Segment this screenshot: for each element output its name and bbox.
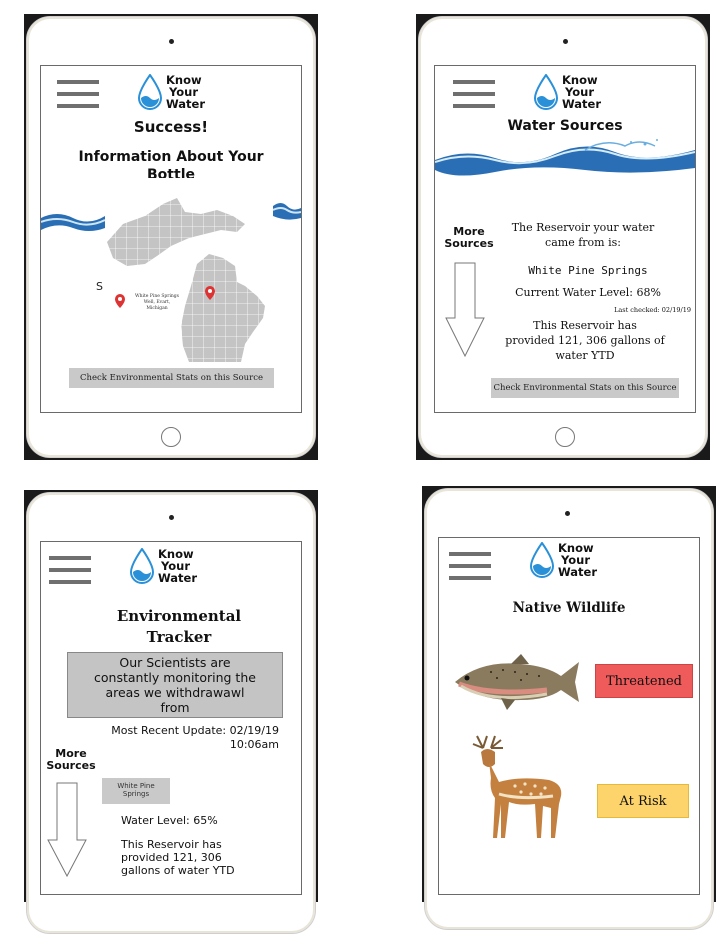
water-drop-icon: [137, 74, 163, 110]
last-checked: Last checked: 02/19/19: [614, 306, 691, 314]
threatened-status-badge: Threatened: [595, 664, 693, 698]
know-your-water-logo: Know Your Water: [129, 548, 197, 584]
page-title: Environmental Tracker: [116, 607, 242, 646]
more-sources-label[interactable]: More Sources: [444, 225, 494, 250]
page-title: Success!: [133, 118, 209, 136]
map-pin-icon[interactable]: [205, 286, 215, 300]
camera-dot: [169, 515, 174, 520]
camera-dot: [169, 39, 174, 44]
tablet-2: [416, 14, 710, 460]
water-drop-icon: [533, 74, 559, 110]
tablet-4: [422, 486, 716, 902]
home-button[interactable]: [161, 427, 181, 447]
down-arrow-icon[interactable]: [47, 782, 87, 878]
reservoir-intro: The Reservoir your water came from is:: [511, 221, 655, 249]
camera-dot: [563, 39, 568, 44]
camera-dot: [565, 511, 570, 516]
tablet-2-screen: [434, 65, 696, 413]
map-pin-icon[interactable]: [115, 294, 125, 308]
down-arrow-icon[interactable]: [445, 262, 485, 358]
pin-label: White Pine Springs Well, Evart, Michigan: [135, 294, 179, 311]
tablet-1-frame: [26, 16, 316, 458]
tablet-1: [24, 14, 318, 460]
most-recent-update: Most Recent Update: 02/19/19 10:06am: [111, 724, 279, 751]
page-subtitle: Information About Your Bottle: [78, 149, 264, 178]
hamburger-menu-icon[interactable]: [57, 80, 99, 116]
tablet-1-screen: [40, 65, 302, 413]
trout-fish-icon: [451, 650, 581, 714]
know-your-water-logo: Know Your Water: [137, 74, 205, 110]
water-drop-icon: [529, 542, 555, 578]
page-title: Water Sources: [507, 118, 623, 134]
tablet-4-frame: [424, 488, 714, 930]
water-wave-right: [273, 200, 301, 222]
water-wave-left: [41, 208, 105, 234]
know-your-water-logo: Know Your Water: [533, 74, 601, 110]
check-environmental-stats-button[interactable]: Check Environmental Stats on this Source: [491, 378, 679, 398]
scientists-info-box: Our Scientists are constantly monitoring the areas we withdrawawl from: [67, 652, 283, 718]
water-wave-banner: [435, 136, 695, 180]
home-button[interactable]: [555, 427, 575, 447]
source-tag[interactable]: White Pine Springs: [102, 778, 170, 804]
provided-volume: This Reservoir has provided 121, 306 gallons of water YTD: [121, 838, 235, 877]
more-sources-label[interactable]: More Sources: [46, 747, 96, 772]
hamburger-menu-icon[interactable]: [453, 80, 495, 116]
tablet-3-screen: [40, 541, 302, 895]
tablet-2-frame: [418, 16, 708, 458]
michigan-map: [105, 194, 275, 366]
know-your-water-logo: Know Your Water: [529, 542, 597, 578]
check-environmental-stats-button[interactable]: Check Environmental Stats on this Source: [69, 368, 274, 388]
tablet-4-screen: [438, 537, 700, 895]
tablet-3: [24, 490, 318, 902]
source-name: White Pine Springs: [528, 264, 648, 277]
hamburger-menu-icon[interactable]: [449, 552, 491, 588]
map-label-s: S: [96, 280, 103, 293]
water-drop-icon: [129, 548, 155, 584]
water-level: Current Water Level: 68%: [515, 286, 661, 299]
at-risk-status-badge: At Risk: [597, 784, 689, 818]
provided-volume: This Reservoir has provided 121, 306 gallons of water YTD: [505, 319, 665, 362]
hamburger-menu-icon[interactable]: [49, 556, 91, 592]
page-title: Native Wildlife: [512, 600, 626, 616]
water-level: Water Level: 65%: [121, 814, 218, 827]
tablet-3-frame: [26, 492, 316, 934]
deer-icon: [469, 734, 569, 846]
